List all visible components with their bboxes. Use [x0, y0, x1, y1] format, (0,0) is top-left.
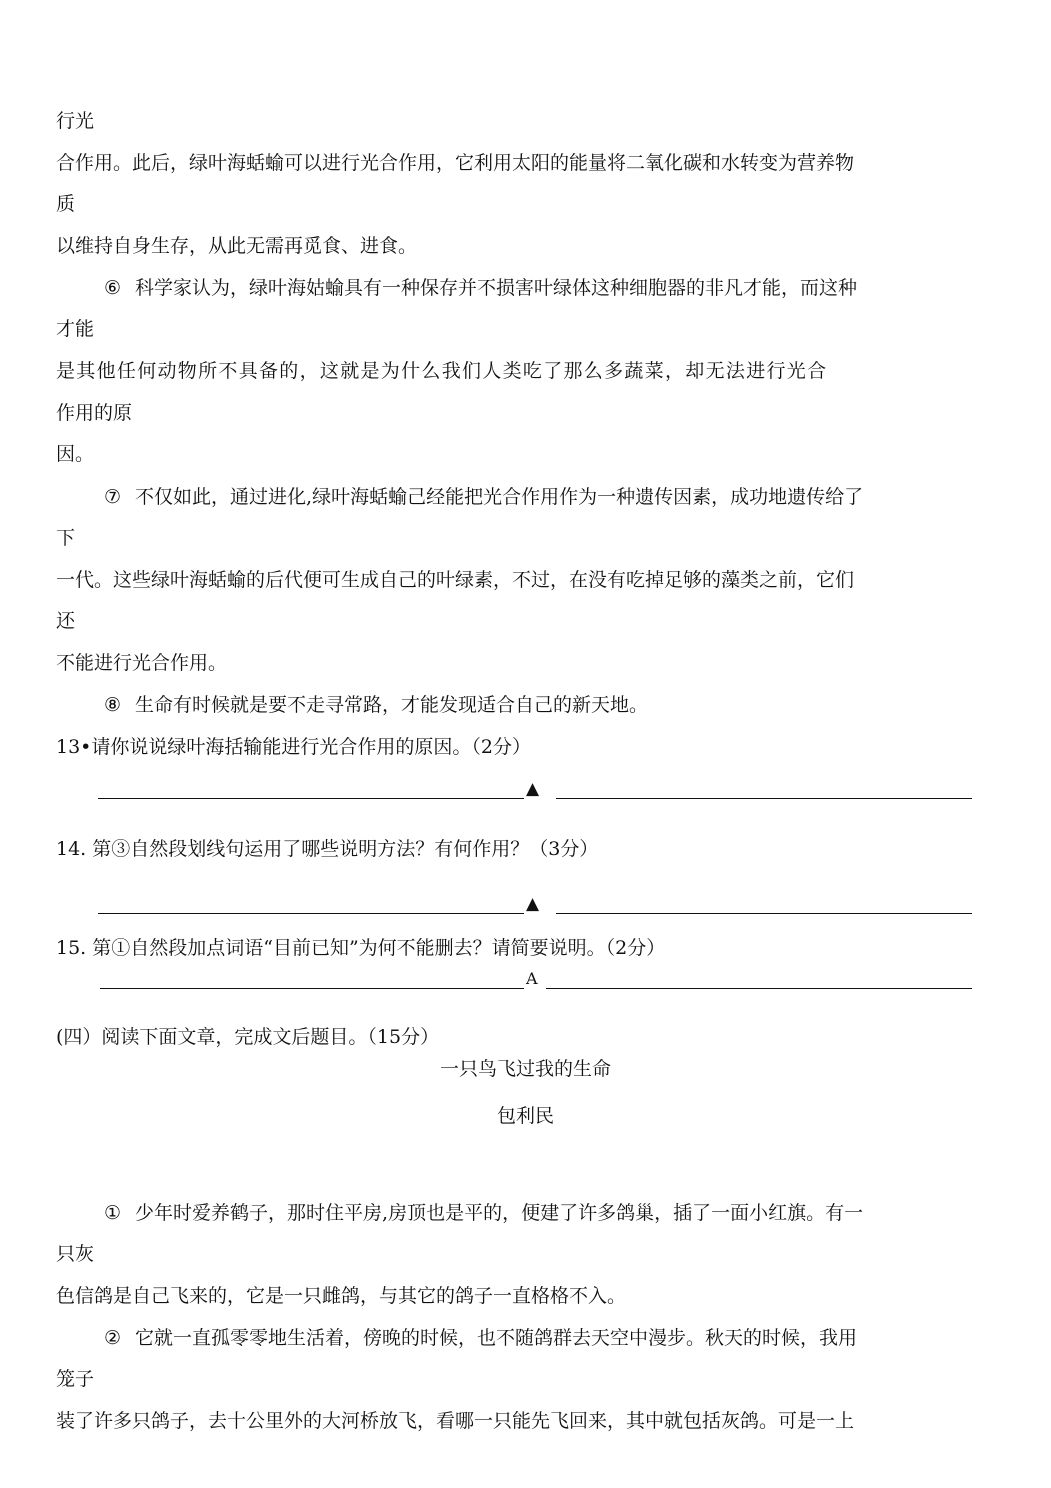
text-line: 下	[56, 527, 76, 549]
paragraph-8	[104, 692, 648, 718]
text-line: 装了许多只鸽子，去十公里外的大河桥放飞，看哪一只能先飞回来，其中就包括灰鸽。可是一上	[56, 1410, 855, 1432]
paragraph-1-first-line	[104, 1200, 863, 1226]
text-line: 色信鸽是自己飞来的，它是一只雌鸽，与其它的鸽子一直格格不入。	[56, 1285, 627, 1307]
text-line: 作用的原	[56, 402, 133, 424]
text-line: 笼子	[56, 1368, 95, 1390]
text-line: 少年时爱养鹤子，那时住平房,房顶也是平的，便建了许多鸽巢，插了一面小红旗。有一	[135, 1202, 864, 1224]
section-heading: (四）阅读下面文章，完成文后题目。（15分）	[56, 1026, 440, 1048]
text-line: 以维持自身生存，从此无需再觅食、进食。	[56, 235, 418, 257]
triangle-marker-icon: ▲	[526, 779, 540, 799]
text-line: 科学家认为，绿叶海姑蝓具有一种保存并不损害叶绿体这种细胞器的非凡才能，而这种	[135, 277, 858, 299]
paragraph-number: ⑧	[104, 694, 122, 716]
paragraph-number: ①	[104, 1202, 122, 1224]
text-line: 还	[56, 610, 76, 632]
answer-line-15[interactable]	[98, 965, 972, 989]
paragraph-7-first-line	[104, 484, 863, 510]
text-line: 只灰	[56, 1243, 95, 1265]
answer-line-14[interactable]	[98, 890, 972, 914]
paragraph-number: ⑥	[104, 277, 122, 299]
text-line: 质	[56, 193, 76, 215]
article-author: 包利民	[496, 1105, 554, 1127]
text-line: 是其他任何动物所不具备的，这就是为什么我们人类吃了那么多蔬菜，却无法进行光合	[56, 360, 828, 382]
paragraph-2-first-line	[104, 1325, 857, 1351]
paragraph-number: ②	[104, 1327, 122, 1349]
text-line: 才能	[56, 318, 95, 340]
text-line: 生命有时候就是要不走寻常路，才能发现适合自己的新天地。	[135, 694, 649, 716]
answer-marker: A	[526, 969, 538, 988]
question-15: 15. 第①自然段加点词语“目前已知”为何不能删去？请简要说明。（2分）	[56, 937, 666, 959]
triangle-marker-icon: ▲	[526, 894, 540, 914]
question-13: 13•请你说说绿叶海括输能进行光合作用的原因。（2分）	[56, 736, 531, 758]
paragraph-6-first-line	[104, 275, 857, 301]
answer-line-13[interactable]	[98, 775, 972, 799]
text-line: 一代。这些绿叶海蛞蝓的后代便可生成自己的叶绿素，不过，在没有吃掉足够的藻类之前，它们	[56, 569, 855, 591]
text-line: 行光	[56, 110, 95, 132]
text-line: 不仅如此，通过进化,绿叶海蛞蝓己经能把光合作用作为一种遗传因素，成功地遗传给了	[135, 486, 864, 508]
text-line: 不能进行光合作用。	[56, 652, 228, 674]
text-line: 合作用。此后，绿叶海蛞蝓可以进行光合作用，它利用太阳的能量将二氧化碳和水转变为营养物	[56, 152, 855, 174]
text-line: 因。	[56, 443, 95, 465]
question-14: 14. 第③自然段划线句运用了哪些说明方法？有何作用？（3分）	[56, 838, 599, 860]
article-title: 一只鸟飞过我的生命	[439, 1058, 611, 1080]
paragraph-number: ⑦	[104, 486, 122, 508]
text-line: 它就一直孤零零地生活着，傍晚的时候，也不随鸽群去天空中漫步。秋天的时候，我用	[135, 1327, 858, 1349]
